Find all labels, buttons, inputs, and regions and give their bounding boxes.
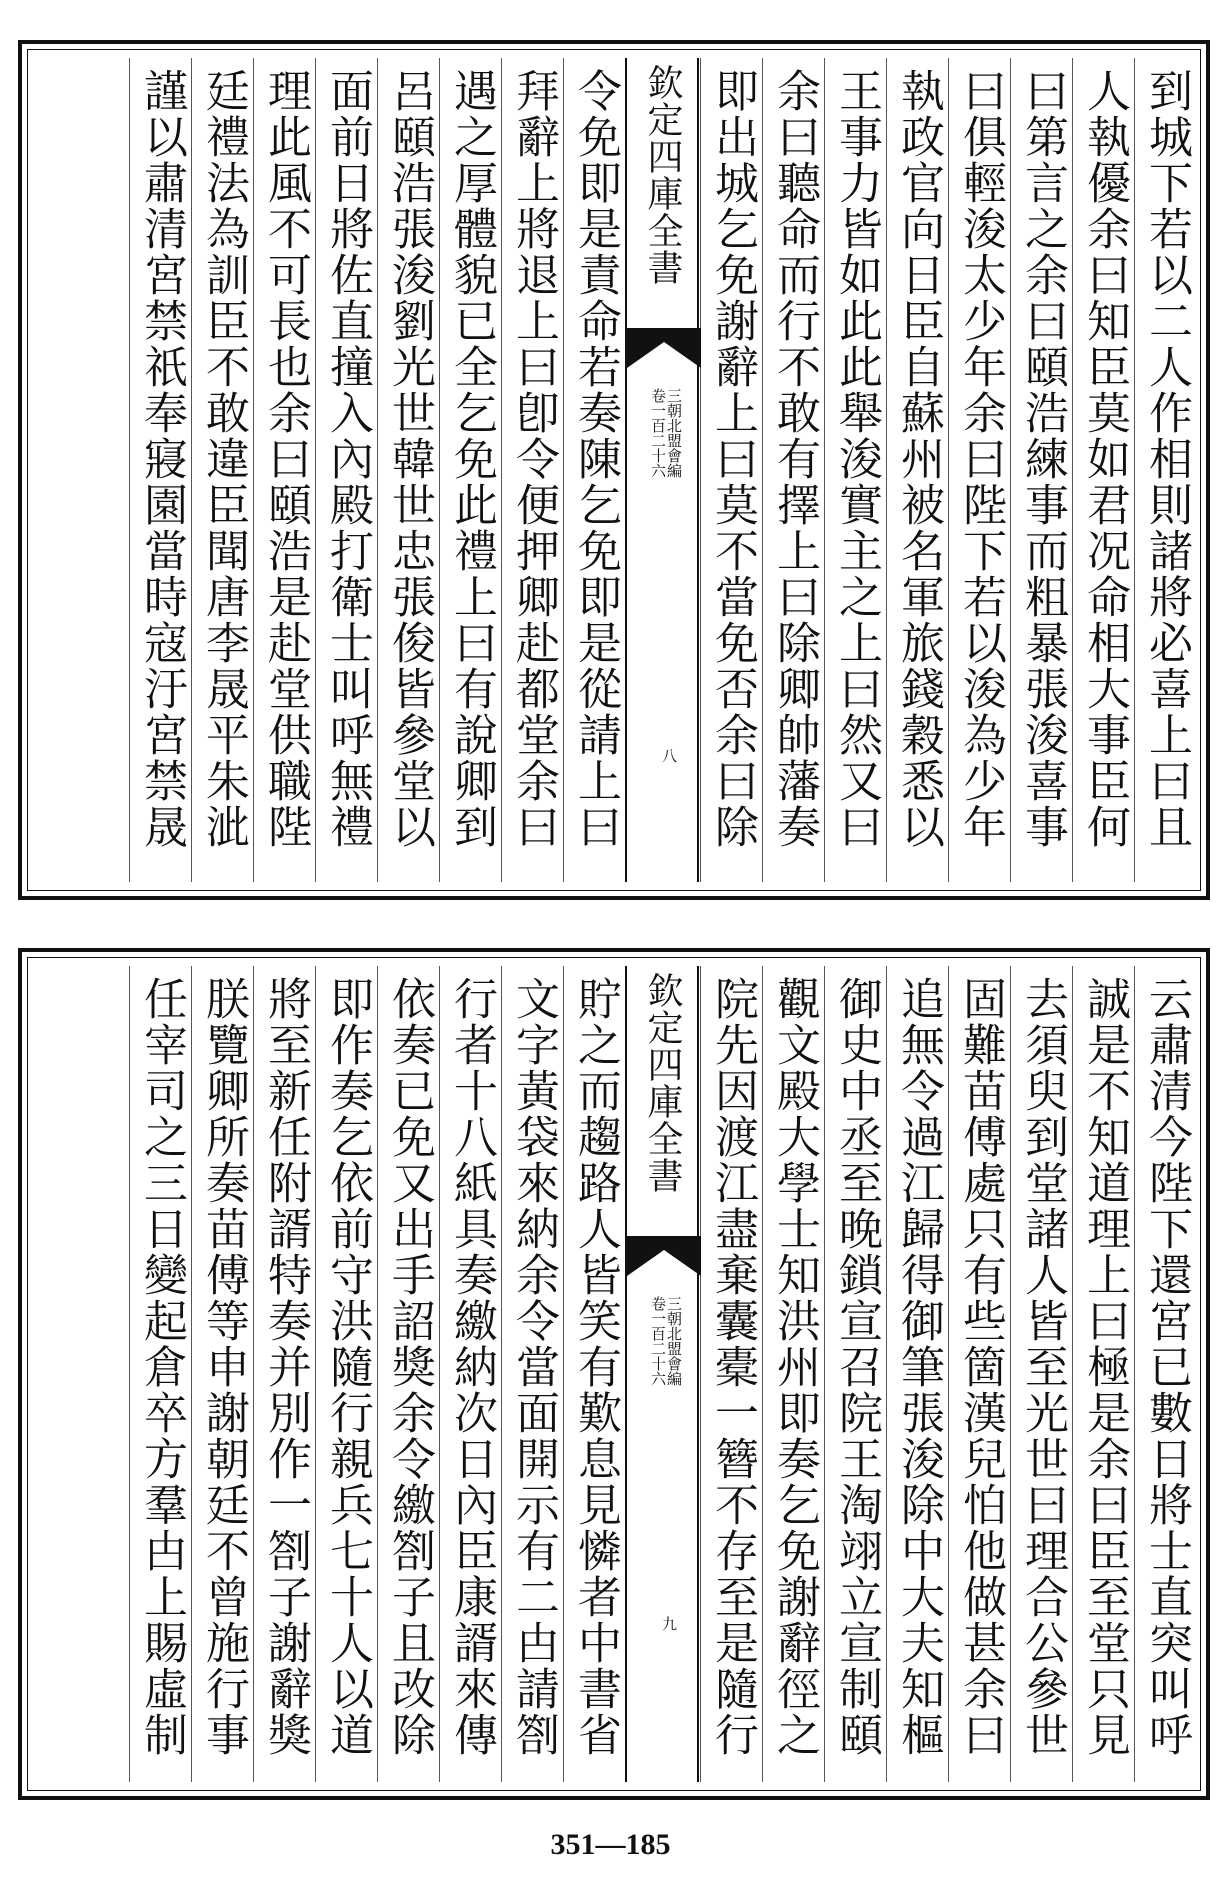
text-column: 院先因渡江盡棄囊橐一簪不存至是隨行 xyxy=(700,966,762,1782)
text-column: 固難苗傅處只有些箇漢兒怕他做甚余曰 xyxy=(948,966,1010,1782)
text-column: 朕覽卿所奏苗傅等申謝朝廷不曾施行事 xyxy=(191,966,253,1782)
leaf-number: 九 xyxy=(660,1616,678,1631)
text-column: 到城下若以二人作相則諸將必喜上曰且 xyxy=(1134,58,1196,882)
volume-label: 卷一百二十六 xyxy=(649,388,667,478)
book-title: 三朝北盟會編 xyxy=(665,1296,683,1386)
text-column: 面前日將佐直撞入內殿打衛士叫呼無禮 xyxy=(315,58,377,882)
leaf-number: 八 xyxy=(660,748,678,763)
lower-page xyxy=(18,948,1210,1800)
text-column: 云肅清今陛下還宮已數日將士直突叫呼 xyxy=(1134,966,1196,1782)
text-column: 拜辭上將退上曰卽令便押卿赴都堂余曰 xyxy=(501,58,563,882)
text-column: 觀文殿大學士知洪州即奏乞免謝辭徑之 xyxy=(762,966,824,1782)
upper-page xyxy=(18,40,1210,900)
collection-title: 欽定四庫全書 xyxy=(642,972,683,1194)
centre-fold xyxy=(625,966,699,1782)
fish-tail-ornament xyxy=(627,1236,701,1276)
text-column: 遇之厚體貌已全乞免此禮上曰有說卿到 xyxy=(439,58,501,882)
volume-label: 卷一百二十六 xyxy=(649,1296,667,1386)
text-column: 即作奏乞依前守洪隨行親兵七十人以道 xyxy=(315,966,377,1782)
text-column: 誠是不知道理上曰極是余曰臣至堂只見 xyxy=(1072,966,1134,1782)
text-column: 文字黃袋來納余令當面開示有二甴請劄 xyxy=(501,966,563,1782)
fish-tail-ornament xyxy=(627,328,701,368)
text-column: 余曰聽命而行不敢有擇上曰除卿帥藩奏 xyxy=(762,58,824,882)
text-column: 王事力皆如此此舉浚實主之上曰然又曰 xyxy=(824,58,886,882)
text-column: 人執優余曰知臣莫如君况命相大事臣何 xyxy=(1072,58,1134,882)
centre-fold xyxy=(625,58,699,882)
text-column: 將至新任附諝特奏并別作一劄子謝辭獎 xyxy=(253,966,315,1782)
page-number: 351—185 xyxy=(550,1828,671,1861)
text-column: 執政官向日臣自蘇州被名軍旅錢穀悉以 xyxy=(886,58,948,882)
text-column: 行者十八紙具奏繳納次日內臣康諝來傳 xyxy=(439,966,501,1782)
text-column: 依奏已免又出手詔獎余令繳劄子且改除 xyxy=(377,966,439,1782)
text-column: 理此風不可長也余曰頤浩是赴堂供職陛 xyxy=(253,58,315,882)
text-column: 即出城乞免謝辭上曰莫不當免否余曰除 xyxy=(700,58,762,882)
text-column: 去須臾到堂諸人皆至光世曰理合公參世 xyxy=(1010,966,1072,1782)
text-column: 追無令過江歸得御筆張浚除中大夫知樞 xyxy=(886,966,948,1782)
text-column: 御史中丞至晚鎖宣召院王淘翊立宣制頤 xyxy=(824,966,886,1782)
text-column: 貯之而趨路人皆笑有歎息見憐者中書省 xyxy=(563,966,625,1782)
collection-title: 欽定四庫全書 xyxy=(642,64,683,286)
text-column: 呂頤浩張浚劉光世韓世忠張俊皆參堂以 xyxy=(377,58,439,882)
text-column: 曰俱輕浚太少年余曰陛下若以浚為少年 xyxy=(948,58,1010,882)
text-column: 任宰司之三日變起倉卒方羣甴上賜虛制 xyxy=(129,966,191,1782)
text-column: 曰第言之余曰頤浩練事而粗暴張浚喜事 xyxy=(1010,58,1072,882)
book-title: 三朝北盟會編 xyxy=(665,388,683,478)
text-column: 廷禮法為訓臣不敢違臣聞唐李晟平朱泚 xyxy=(191,58,253,882)
text-column: 謹以肅清宮禁祇奉寢園當時寇汙宮禁晟 xyxy=(129,58,191,882)
text-column: 令免即是責命若奏陳乞免即是從請上曰 xyxy=(563,58,625,882)
